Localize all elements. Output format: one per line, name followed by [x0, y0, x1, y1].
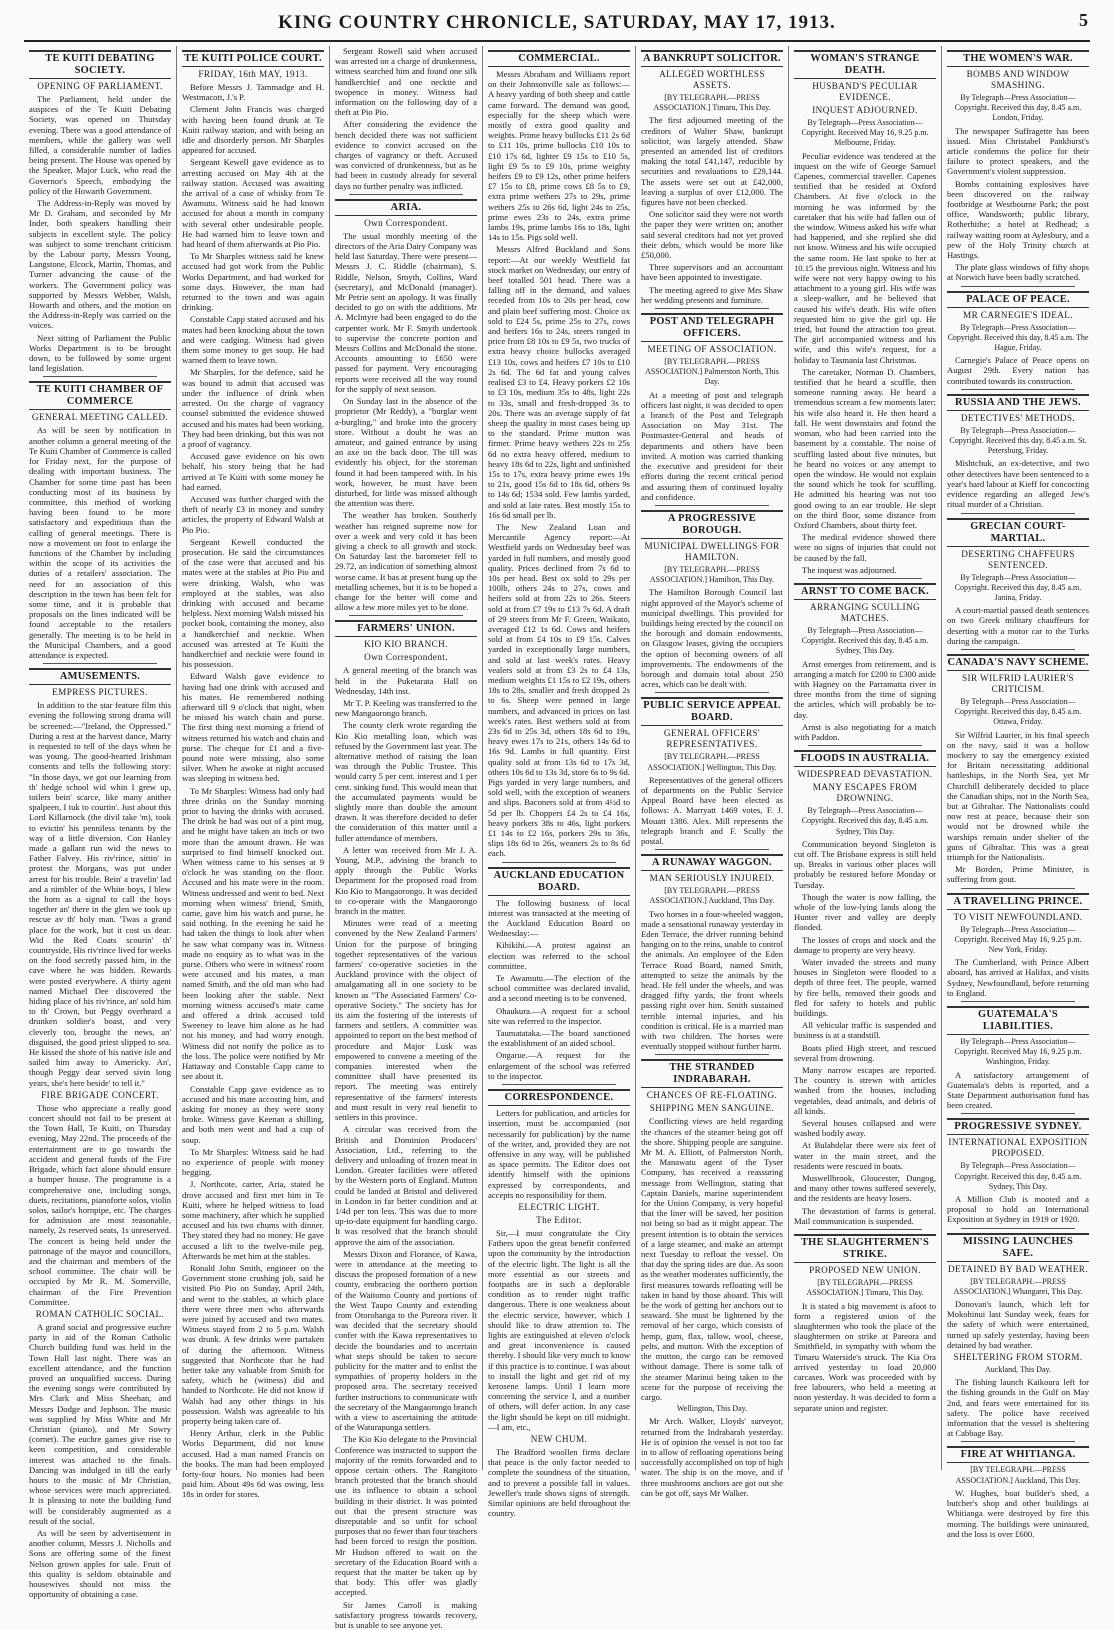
article-paragraph: Two horses in a four-wheeled waggon, made a sensational runaway yesterday in Eden Terrace, the driver running behind hanging on to the reins, unable to control the animals. An employee of the Eden Terrace Road Board, named Smith, attempted to seize the animals by the head. He fell under the wheels, and was dragged fifty yards, the front wheels passing right over him. Smith sustained terrible internal injuries, and his condition is critical. He is a married man with two children. The horses were eventually stopped without further harm.: [641, 908, 783, 1052]
article-paragraph: Accused was further charged with the theft of nearly £3 in money and sundry articles, the property of Edward Walsh at Pio Pio.: [182, 493, 324, 535]
section-divider: [349, 194, 463, 195]
article-paragraph: The Cumberland, with Prince Albert aboard, has arrived at Halifax, and visits Sydney, Newfoundland, before returning to England.: [947, 957, 1089, 998]
section-divider: [655, 849, 769, 850]
article-subheading: ARRANGING SCULLING MATCHES.: [809, 601, 921, 623]
article-heading: MISSING LAUNCHES SAFE.: [947, 1233, 1089, 1262]
article-heading: ARNST TO COME BACK.: [794, 583, 936, 600]
article-dateline: Auckland, This Day.: [985, 1365, 1051, 1375]
column-6: [789, 46, 942, 1470]
article-paragraph: Donovan's launch, which left for Mokohinui last Sunday week, fears for the safety of which were entertained, turned up safely yesterday, having been detained by bad weather.: [947, 1299, 1089, 1350]
article-subheading: TO VISIT NEWFOUNDLAND.: [953, 911, 1083, 922]
section-divider: [655, 505, 769, 506]
article-dateline: By Telegraph—Press Association—Copyright. Received this day, 8.45 a.m. London, Friday.: [954, 93, 1082, 123]
article-heading: CORRESPONDENCE.: [488, 1089, 630, 1106]
article-paragraph: Ronald John Smith, engineer on the Government stone crushing job, said he visited Pio Pio on Sunday, April 24th, and went to the stables, at which place there were three men who afterwards were joined by accused and two mates. Witness stayed from 2 to 5 p.m. Walsh was drunk. A few drinks were partaken of during the afternoon. Witness suggested that Northcote that he had better take any valuable from Smith for safety, which he (witness) did and handed to Northcote. He did not know if Walsh had any other things in his possession. Walsh was agreeable to his property being taken care of.: [182, 1262, 324, 1426]
article-subheading: FIRE BRIGADE CONCERT.: [41, 1089, 159, 1100]
article-heading: TE KUITI CHAMBER OF COMMERCE: [29, 381, 171, 410]
article-dateline: [BY TELEGRAPH.—PRESS ASSOCIATION.] Hamilton, This Day.: [649, 564, 775, 585]
article-subheading: INTERNATIONAL EXPOSITION PROPOSED.: [948, 1137, 1088, 1159]
article-subheading: WIDESPREAD DEVASTATION.: [797, 769, 933, 780]
article-paragraph: The caretaker, Norman D. Chambers, testified that he heard a scuffle, then someone running away. He heard a tremendous scream a few moments later; his wife also heard it. He then heard a fall. He went downstairs and found the woman, who had been carried into the basement by a constable. The noise of scuffling lasted about five minutes, but he heard no voices or any attempt to open the window. He would not explain the sound which he took for scuffling. He admitted his hearing was not too good owing to an ear trouble. He slept on the third floor, some distance from Oxford Chambers, about thirty feet.: [794, 366, 936, 530]
article-dateline: By Telegraph—Press Association—Copyright. Received this day, 8.45 a.m. Janina, Friday.: [954, 572, 1082, 602]
section-divider: [961, 389, 1075, 390]
article-paragraph: The Address-in-Reply was moved by Mr D. Graham, and seconded by Mr Inder, both speakers handling their subjects in excellent style. The policy was subject to some trenchant criticism by the Labour party, Messrs Young, Langstone, Elcock, Martin, Thomas, and Turner advancing the cause of the workers. The Government policy was supported by Messrs Webber, Walsh, Howarth and others, and the motion on the Address-in-Reply was carried on the voices.: [29, 198, 171, 331]
article-subheading: MANY ESCAPES FROM DROWNING.: [812, 782, 918, 804]
article-paragraph: Clement John Francis was charged with having been found drunk at Te Kuiti railway station, and with being an idle and disorderly person. Mr Sharples appeared for accused.: [182, 104, 324, 156]
article-paragraph: The Bradford woollen firms declare that peace is the only factor needed to complete the soundness of the situation, and to prevent a possible fall in values. Jeweller's trade shows signs of strength. Similar opinions are held throughout the country.: [488, 1446, 630, 1519]
masthead: [24, 10, 1090, 42]
article-subheading: SHIPPING MEN SANGUINE.: [649, 1103, 775, 1114]
article-paragraph: Sergeant Kewell conducted the prosecution. He said the circumstances of the case were that accused and his mates were at the stables at Pio Pio and were drinking. Walsh, who was employed at the stables, was also drinking with accused and became helpless. Next morning Walsh missed his pocket book, containing the money, also a handkerchief and necktie. When accused was arrested at Te Kuiti the handkerchief and necktie were found in his possession.: [182, 536, 324, 670]
article-paragraph: Minutes were read of a meeting convened by the New Zealand Farmers' Union for the purpose of bringing together representatives of the various farmers' co-operative societies in the Auckland province with the object of amalgamating all in one society to be known as "The Associated Farmers' Co-operative Society." The society has for its aim the fostering of the interests of farmers and settlers. A committee was appointed to report on the best method of procedure and Major Lusk was empowered to convene a meeting of the companies interested when the committee shall have presented its report. The meeting was entirely representative of the farmers' interests and must result in very real benefit to settlers in this province.: [335, 918, 478, 1123]
section-divider: [961, 1228, 1075, 1229]
article-paragraph: Peculiar evidence was tendered at the inquest on the wife of George Samuel Capenes, commercial traveller. Capenes testified that he resided at Oxford Chambers. At five o'clock in the morning he was informed by the caretaker that his wife had fallen out of the window. Witness asked his wife what had happened, and she replied she did not know. Witness and his wife occupied the same room. He last spoke to her at 10.15 the previous night. Witness and his wife were not very happy owing to his attachment to a young girl. His wife was a sleep-walker, and he believed that caused his wife's death. His wife often requested him to give the girl up. He tried, but found the attraction too great. The girl accompanied witness and his wife, and this wife's request, for a holiday to Tasmania last Christmas.: [794, 150, 936, 365]
article-paragraph: The medical evidence showed there were no signs of injuries that could not be caused by the fall.: [794, 532, 936, 563]
article-paragraph: Mr Borden, Prime Minister, is suffering from gout.: [947, 864, 1089, 885]
article-paragraph: Sir,—I must congratulate the City Fathers upon the great benefit conferred upon the community by the introduction of the electric light. The light is all the more essential as our streets and footpaths are in such a deplorable condition as to render night traffic dangerous. There is one weakness about the electric service, however, which I should like to draw attention to. The lights are extinguished at eleven o'clock and great inconvenience is caused thereby. I should like very much to know if this practice is to continue. I was about to install the light and get rid of my kerosene lamps. Until I learn more concerning the service I, and a number of others, will defer action. In any case the light should be kept on till midnight.—I am, etc.,: [488, 1227, 630, 1432]
article-dateline: By Telegraph—Press Association—Copyright. Received this day, 8.45 a.m. Ottawa, Friday.: [954, 696, 1082, 727]
section-divider: [961, 1113, 1075, 1114]
article-paragraph: Henry Arthur, clerk in the Public Works Department, did not know accused. Had a man named Francis on the books. The man had been employed forty-four hours. No monies had been paid him. About 49s 6d was owing, less 18s in order for stores.: [182, 1428, 324, 1500]
section-divider: [655, 308, 769, 309]
section-divider: [961, 649, 1075, 650]
article-heading: AMUSEMENTS.: [29, 668, 171, 685]
article-heading: TE KUITI DEBATING SOCIETY.: [29, 50, 171, 79]
article-paragraph: The following business of local interest was transacted at the meeting of the Auckland Education Board on Wednesday:—: [488, 897, 630, 939]
section-divider: [349, 615, 463, 616]
article-paragraph: Next sitting of Parliament the Public Works Department is to be brought down, to be followed by some urgent land legislation.: [29, 332, 171, 374]
article-heading: PROGRESSIVE SYDNEY.: [947, 1118, 1089, 1135]
article-subheading: FRIDAY, 16th MAY, 1913.: [198, 69, 308, 79]
article-subheading: INQUEST ADJOURNED.: [812, 105, 918, 115]
article-paragraph: All vehicular traffic is suspended and business is at a standstill.: [794, 1020, 936, 1041]
article-paragraph: To Mr Sharples: Witness had only had three drinks on the Sunday morning prior to having the drinks with accused. The drink he had was out of a pint mug, and he might have taken an inch or two more than the amount drawn. He was surprised to find himself knocked out. When witness came to his senses at 9 o'clock he was standing on the floor. Accused and his mate were in the room. Witness undressed and went to bed. Next morning when witness' friend, Smith, came, gave him his watch and purse, he said nothing. In the evening he said he had taken the things to look after when he saw what company was in. Witness made no enquiry as to what was in the purse. Others who were in witness' room were accused and his mates, a man named Smith, and the old man who had been looking after the stable. Next morning witness accused's mate came and offered a drink accused told Sweeney to leave him alone as he had not his money, and had worry enough. Witness did not notify the police as to the loss. The police were notified by Mr Hattaway and Constable Capp came to see about it.: [182, 785, 324, 1082]
article-paragraph: The Parliament, held under the auspices of the Te Kuiti Debating Society, was opened on Thursday evening. There was a good attendance of members, while the gallery was well filled, a considerable number of ladies being present. The House was opened by the Speaker, Major Luck, who read the Governor's Speech, embodying the policy of the Howarth Government.: [29, 94, 171, 196]
article-subheading: ROMAN CATHOLIC SOCIAL.: [35, 1308, 165, 1319]
article-dateline: Wellington, This Day.: [676, 1404, 748, 1414]
article-dateline: By Telegraph—Press Association—Copyright. Received May 16, 9.25 p.m. Washington, Friday.: [954, 1037, 1082, 1067]
article-paragraph: On Sunday last in the absence of the proprietor (Mr Reddy), a "burglar went a-burgling," and broke into the grocery store. Without a doubt he was an amateur, and gained entrance by using an axe on the back door. The till was evidently his object, for the storeman found it had been tampered with. In his work, however, he must have been disturbed, for little was missed although the attention was there.: [335, 396, 477, 509]
section-divider: [961, 1001, 1075, 1002]
article-subheading: GENERAL MEETING CALLED.: [31, 412, 169, 423]
article-paragraph: The New Zealand Loan and Mercantile Agency report:—At Westfield yards on Wednesday beef was yarded in full numbers, and mostly good quality. Prices declined from 7s 6d to 10s per head. Best ox sold to 29s per 100lb, others 24s to 27s, cows and heifers sold at from 22s to 26s. Steers sold at from £7 19s to £13 7s 6d. A draft of 29 steers from Mr F. Green, Waikato, averaged £12 1s 6d. Cows and heifers sold at from £4 10s to £9 15s. Calves yarded in exceptionally large numbers, and sold at last week's rates. Heavy vealers sold at from £3 2s to £4 13s, medium weights £1 15s to £2 19s, others 18s to 28s, smaller and fresh dropped 2s to 6s. Sheep were penned in large numbers, and advanced in prices on last week's rates. Best wethers sold at from 23s 6d to 25s 3d, others 18s 6d to 19s, heavy ewes 17s to 21s, others 14s 6d to 16s 9d. Lambs in full quantity. First quality sold at from 13s 6d to 17s 3d, others 10s 6d to 13s 3d, store 6s to 9s 6d. Pigs yarded in very large numbers, and sold well, with the exception of weaners and slips. Baconers sold at from 4½d to 5d per lb. Choppers £4 2s to £4 16s, heavy porkers 38s to 46s, light porkers £1 14s to £2 16s, porkers 29s to 36s, slips 18s 6d to 26s, weaners 2s to 8s 6d each.: [488, 521, 630, 859]
article-subheading: OPENING OF PARLIAMENT.: [37, 81, 163, 91]
article-subheading: MR CARNEGIE'S IDEAL.: [963, 309, 1073, 320]
article-subheading: The Editor.: [536, 1214, 582, 1225]
article-heading: FIRE AT WHITIANGA.: [947, 1446, 1089, 1463]
article-paragraph: As will be seen by notification in another column a general meeting of the Te Kuiti Chamber of Commerce is called for Friday next, for the purpose of dealing with important business. The Chamber for some time past has been conducting most of its business by committee, this method of working having been found to be more satisfactory and expeditious than the calling of general meetings. There is now a movement on foot to enlarge the functions of the Chamber by including within the scope of its activities the duties of a retailers' association. The need for an association of this description in the town has been felt for some time, and it is probable that proposals on the lines indicated will be found acceptable to the retailers generally. The meeting is to be held in the Municipal Chambers, and a good attendance is expected.: [29, 425, 171, 660]
article-paragraph: Messrs Dixon and Florance, of Kawa, were in attendance at the meeting to discuss the proposed formation of a new county, embracing the northern portion of the Waitomo County and portions of the West Taupo County and extending from Otorohanga to the Pureora river. It was decided that the secretary should confer with the Kawa representatives to decide the boundaries and to ascertain what steps should be taken to secure publicity for the matter and to enlist the sympathies of property holders in the proposed area. The secretary received further instructions to communicate with the secretary of the Mangaorongo branch with a view to ascertaining the attitude of the Waturapunga settlers.: [335, 1248, 477, 1433]
article-paragraph: Representatives of the general officers of departments on the Public Service Appeal Board have been elected as follows: A. Marryatt 1469 votes, F. J. Mouatt 1386. Alex. Mill represents the telegraph branch and F. Scully the postal.: [641, 774, 783, 846]
article-paragraph: W. Hughes, boat builder's shed, a butcher's shop and other buildings at Whitianga were destroyed by fire this morning. The buildings were uninsured, and the loss is over £600.: [947, 1487, 1089, 1539]
article-paragraph: Though the water is now falling, the whole of the low-lying lands along the Hunter river and valley are deeply flooded.: [794, 891, 936, 933]
article-paragraph: The plate glass windows of fifty shops at Norwich have been badly scratched.: [947, 262, 1089, 283]
column-5: [636, 46, 789, 1498]
article-dateline: By Telegraph—Press Association—Copyright. Received this day, 8.45 a.m. Sydney, This Day.: [954, 1161, 1082, 1191]
article-dateline: By Telegraph—Press Association—Copyright. Received May 16, 9.25 p.m. New York, Friday.: [954, 924, 1082, 954]
article-paragraph: Sergeant Rowell said when accused was arrested on a charge of drunkenness, witness searched him and found one silk handkerchief and one necktie and twopence in money. Witness had information on the following day of a theft at Pio Pio.: [335, 46, 477, 118]
article-dateline: By Telegraph—Press Association—Copyright. Received this day, 8.45 a.m. The Hague, Friday.: [947, 322, 1089, 353]
article-paragraph: It is stated a big movement is afoot to form a registered union of the slaughtermen who took the place of the slaughtermen on strike at Pareora and Smithfield, in sympathy with whom the Timaru Waterside's struck. The Kia Ora arrived yesterday to load 20,000 carcases. Work was proceeded with by free labourers, who held a meeting at noon yesterday. It was decided to form a separate union and register.: [794, 1300, 936, 1413]
article-paragraph: Communication beyond Singleton is cut off. The Brisbane express is still held up. Breaks in various other places will probably be restored before Monday or Tuesday.: [794, 838, 936, 890]
article-dateline: [BY TELEGRAPH.—PRESS ASSOCIATION.] Palmerston North, This Day.: [645, 357, 779, 387]
article-paragraph: The inquest was adjourned.: [802, 564, 897, 575]
article-heading: FLOODS IN AUSTRALIA.: [794, 750, 936, 767]
section-divider: [808, 745, 922, 746]
article-paragraph: The first adjourned meeting of the creditors of Walter Shaw, bankrupt solicitor, was largely attended. Shaw presented an amended list of creditors making the total £41,147, reducible by securities and revaluations to £29,144. The assets were set out at £42,000, leaving a surplus of over £12,000. The figures have not been checked.: [641, 115, 783, 208]
newspaper-title: KING COUNTRY CHRONICLE, SATURDAY, MAY 17, 1913.: [278, 12, 836, 33]
article-heading: AUCKLAND EDUCATION BOARD.: [488, 867, 630, 896]
article-paragraph: Many narrow escapes are reported. The country is strewn with articles washed from the houses, including vegetables, dead animals, and debris of all kinds.: [794, 1065, 936, 1116]
article-paragraph: In addition to the star feature film this evening the following strong drama will be screened:—"Ireland, the Oppressed." During a rest at the harvest dance, Marty is requested to tell of the days when he was young. The good-hearted Irishman consents and tells the following story: "In those days, we got our learning from th' hedge school wid whin I grew up, toilers bein' scarce, like many anither spalpeen, I tuk to courtin'. Just about this Lord Killarnock (the divil take 'm), took to evictin' his penniless tenants by the way of a little diversion. Con Hanley made a gallant run wid the news to Father Falvey. His riv'rince, sittin' in protest the Morgans, was put under arrest for his trouble. Bein' a travelin' lad and a nimbler of the White boys, I blew the horn as a signal to call the boys together an' there in the glen we took up rescue av th' holy man. 'Twas a grand place for the work, but it cost us dear. Wid the Red Coats scourin' th' countryside, His riv'rince lived for weeks on the food secretly passed him, in the cave where he was hidden. Rewards were posted everywhere. A thirty agent named Michael Dee discovered the hiding place of his riv'rince, an' sold him to th' Crown, but Peggy overheard a drunken soldier's boast, and very cleverly too, brought the news, an' disguised, the good priest slipped to sea. He kissed the shore of his native isle and sailed him away to Americky. An', though Peggy dear served sivin long years, she's here beside' to tell it.": [29, 700, 171, 1088]
article-paragraph: A letter was received from Mr J. A. Young, M.P., advising the branch to apply through the Public Works Department for the proposed road from Kio Kio to Mangaorongo. It was decided to co-operate with the Mangaorongo branch in the matter.: [335, 844, 477, 917]
article-heading: CANADA'S NAVY SCHEME.: [947, 654, 1089, 671]
column-7: [942, 46, 1094, 1539]
article-paragraph: Mr T. P. Keeling was transferred to the new Mangaorongo branch.: [335, 697, 477, 719]
article-heading: TE KUITI POLICE COURT.: [182, 50, 324, 67]
page-number: 5: [1079, 10, 1088, 30]
article-paragraph: The newspaper Suffragette has been issued. Miss Christabel Pankhurst's article condemns the police for their failure to protect speakers, and the Government's violent suppression.: [947, 125, 1089, 177]
article-dateline: [BY TELEGRAPH.—PRESS ASSOCIATION.] Timaru, This Day.: [653, 93, 771, 113]
article-paragraph: Te Awamutu.—The election of the school committee was declared invalid, and a second meeting is to be convened.: [488, 973, 630, 1004]
article-paragraph: A circular was received from the British and Dominion Producers' Association, Ltd., referring to the delivery and unloading of frozen meat in London. Greater facilities were offered by the Western ports of England. Mutton could be landed at Bristol and delivered in London in far better condition and at 1/4d per ton less. This was due to more up-to-date equipment for handling cargo. It was resolved that the branch should approve the aim of the association.: [335, 1124, 477, 1247]
article-paragraph: Those who appreciate a really good concert should not fail to be present at the Town Hall, Te Kuiti, on Thursday evening, May 22nd. The proceeds of the entertainment are to go towards the accident and general funds of the Fire Brigade, which fact alone should ensure a bumper house. The programme is a comprehensive one, including songs, duets, recitations, pianoforte solos, violin solos, sailor's hornpipe, etc. The charges for admission are most reasonable, namely, 2s reserved seats, 1s unreserved. The concert is being held under the patronage of the mayor and councillors, and the chairman and members of the school committee. The chair will be occupied by Mr R. M. Somerville, chairman of the Fire Prevention Committee.: [29, 1102, 172, 1307]
article-dateline: By Telegraph—Press Association—Copyright. Received May 16, 9.25 p.m. Melbourne, Friday.: [801, 118, 929, 148]
article-paragraph: Taumatataka.—The board sanctioned the establishment of an aided school.: [488, 1028, 630, 1049]
article-subheading: SIR WILFRID LAURIER'S CRITICISM.: [962, 672, 1074, 694]
article-heading: A RUNAWAY WAGGON.: [641, 854, 783, 871]
article-paragraph: Water invaded the streets and many houses in Singleton were flooded to a depth of three feet. The people, warned by fire bells, removed their goods and fled for safety to hotels and public buildings.: [794, 957, 936, 1019]
article-heading: RUSSIA AND THE JEWS.: [947, 394, 1089, 411]
article-paragraph: Three supervisors and an accountant have been appointed to investigate.: [641, 262, 783, 283]
article-paragraph: Before Messrs J. Tammadge and H. Westmacott, J.'s P.: [182, 82, 324, 103]
article-subheading: ALLEGED WORTHLESS ASSETS.: [659, 69, 765, 90]
article-paragraph: Carnegie's Palace of Peace opens on August 29th. Every nation has contributed towards its construction.: [947, 355, 1089, 386]
article-paragraph: Messrs Abraham and Williams report on their Johnsonville sale as follows:—A heavy yarding of both sheep and cattle came forward. The demand was good, especially for the sheep which were mostly of extra good quality and weights. Prime heavy bullocks £11 2s 6d to £11 10s, prime bullocks £10 10s to £10 17s 6d, lighter £9 15s to £10 5s, light £9 5s to £9 10s, prime weighty heifers £9 to £9 12s, other prime heifers £7 15s to £8, prime cows £8 5s to £9, extra prime wethers 27s to 29s, prime wethers 25s to 26s 6d, light 24s to 25s, prime ewes 23s to 24s, extra prime lambs 19s, prime lambs 16s to 18s, light 14s to 15s. Pigs sold well.: [488, 69, 630, 243]
article-subheading: HUSBAND'S PECULIAR EVIDENCE.: [812, 81, 918, 102]
article-dateline: [BY TELEGRAPH.—PRESS ASSOCIATION.] Timaru, This Day.: [806, 1278, 924, 1298]
article-subheading: Own Correspondent.: [364, 217, 448, 228]
article-paragraph: Sir Wilfrid Laurier, in his final speech on the navy, said it was a hollow mockery to say the emergency existed for Britain necessitating additional battleships, in the North Sea, yet Mr Churchill deliberately decided to place the Canadian ships, not in the North Sea, but at Gibraltar. The Nationalists could now rest at peace, because their son would not be drowned while the warships remain under shelter of the guns of Gibraltar. This was a great triumph for the Nationalists.: [947, 729, 1089, 862]
article-heading: POST AND TELEGRAPH OFFICERS.: [641, 313, 783, 342]
article-paragraph: Several houses collapsed and were washed bodily away.: [794, 1118, 936, 1139]
article-paragraph: A satisfactory arrangement of Guatemala's debts is reported, and a State Department authorisation fund has been created.: [947, 1069, 1089, 1111]
article-dateline: [BY TELEGRAPH.—PRESS ASSOCIATION.] Auckland, This Day.: [955, 1465, 1081, 1485]
column-4: [483, 46, 636, 1519]
article-dateline: By Telegraph—Press Association—Copyright. Received this day, 8.45 a.m. Sydney, This Day.: [801, 625, 929, 656]
article-paragraph: The Kio Kio delegate to the Provincial Conference was instructed to support the majority of the remits forwarded and to oppose certain others. The Rangitoto branch protested that the branch should use its influence to obtain a school building in their district. It was pointed out that the present structure was disreputable and so unfit for school purposes that no fewer than four teachers had been forced to resign the position. Mr Hudson offered to wait on the secretary of the Education Board with a request that the matter be taken up by that body. This offer was gladly accepted.: [335, 1434, 477, 1598]
article-subheading: DESERTING CHAFFEURS SENTENCED.: [961, 548, 1075, 570]
section-divider: [43, 663, 157, 664]
article-paragraph: Arnst is also negotiating for a match with Paddon.: [794, 721, 936, 742]
article-paragraph: Mr Arch. Walker, Lloyds' surveyor, returned from the Indrabarah yesterday. He is of opinion the vessel is not too far in to allow of refloating operations being successfully accomplished on top of high water. The ship is on the move, and if three mushrooms anchors are got out she can be got off, says Mr Walker.: [641, 1416, 784, 1498]
article-subheading: SHELTERING FROM STORM.: [953, 1352, 1083, 1363]
article-paragraph: Boats plied High street, and rescued several from drowning.: [794, 1042, 936, 1063]
article-paragraph: As will be seen by advertisement in another column, Messrs J. Nicholls and Sons are offering some of the finest Nelson grown apples for sale. Fruit of this quality is seldom obtainable and housewives should not miss the opportunity of obtaining a case.: [29, 1528, 171, 1600]
article-paragraph: The county clerk wrote regarding the Kio Kio metalling loan, which was refused by the Government last year. The alternative method of raising the loan was through the Public Trustee. This would carry 5 per cent. interest and 1 per cent. sinking fund. This would mean that the accumulated payments would be slightly more than double the amount drawn. It was therefore decided to defer the consideration of this matter until a fuller attendance of members.: [335, 720, 477, 843]
article-paragraph: Sergeant Kewell gave evidence as to arresting accused on May 4th at the railway station. Accused was awaiting the arrival of a case of whisky from Te Awamutu. Witness said he had known accused for about a month in company with several other undesirable people. He had warned him to leave town and had heard of them afterwards at Pio Pio.: [182, 157, 324, 250]
article-paragraph: At a meeting of post and telegraph officers last night, it was decided to open a branch of the Post and Telegraph Association on May 31st. The Postmaster-General and heads of departments and others have been invited. A motion was carried thanking the executive and president for their efforts during the recent critical period and assuring them of continued loyalty and confidence.: [641, 389, 783, 502]
article-paragraph: One solicitor said they were not worth the paper they were written on; another said several creditors had not yet proved their debts, which would be more like £50,000.: [641, 209, 783, 261]
article-heading: PUBLIC SERVICE APPEAL BOARD.: [641, 697, 783, 726]
article-subheading: GENERAL OFFICERS' REPRESENTATIVES.: [663, 728, 761, 750]
article-paragraph: Messrs Alfred Buckland and Sons report:—At our weekly Westfield fat stock market on Wednesday, our entry of beef totalled 501 head. There was a falling off in the demand, and values receded from 10s to 20s per head, cow and plain beef suffering most. Choice ox sold to £24 5s, prime 25s to 27s, cows and heifers 16s to 24s, steers ranged in price from £8 10s to £9 5s, two trucks of extra heavy choice bullocks averaged £13 10s, cows and heifers £7 10s to £10 2s 6d. The 6d fat and young calves realised £3 to £4. Heavy porkers £2 10s to £3 10s, medium 35s to 48s, light 22s to 33s, small and fresh-dropped 3s to 20s. There was an average supply of fat sheep the quality in most cases being up to the standard. Prime mutton was firmer. Prime heavy wethers 22s to 25s 6d no extra heavy offered, medium to heavy 18s 6d to 22s, light and unfinished 15s to 17s, extra heavy prime ewes 19s to 21s, good 15s 6d to 18s 6d, others 9s to 14s 6d; 1534 sold. Few lambs yarded, and sold at late rates. Best mostly 15s to 16s 6d small per lb.: [488, 244, 630, 520]
article-subheading: MUNICIPAL DWELLINGS FOR HAMILTON.: [644, 540, 780, 562]
article-heading: FARMERS' UNION.: [335, 620, 477, 637]
article-paragraph: A general meeting of the branch was held in the Puketarata Hall on Wednesday, 14th inst.: [335, 665, 477, 696]
article-paragraph: The weather has broken. Southerly weather has reigned supreme now for over a week and very cold it has been giving a check to all growth and stock. On Saturday last the barometer fell to 29.72, an indication of something almost worse came. It has at present hung up the metalling schemes, but it is to be hoped a change for the better will come and allow a few more miles yet to be done.: [335, 510, 478, 613]
article-subheading: EMPRESS PICTURES.: [52, 687, 148, 698]
article-dateline: [BY TELEGRAPH.—PRESS ASSOCIATION.] Auckland, This Day.: [649, 886, 775, 906]
article-paragraph: A Million Club is mooted and a proposal to hold an International Exposition at Sydney in 1919 or 1920.: [947, 1194, 1089, 1225]
article-subheading: Own Correspondent.: [364, 652, 448, 663]
article-paragraph: Ohaukura.—A request for a school site was referred to the inspector.: [488, 1005, 630, 1026]
article-paragraph: Edward Walsh gave evidence to having had one drink with accused and his mates. He remembered nothing afterward till 9 o'clock that night, when he missed his watch chain and purse. The first thing next morning a friend of witness returned his watch and chain and purse. The cheque for £1 and a five-pound note were missing, also some silver. When he awoke at night accused was sleeping in witness bed.: [182, 671, 324, 784]
article-paragraph: Kihikihi.—A protest against an election was referred to the school committee.: [488, 940, 630, 971]
article-heading: WOMAN'S STRANGE DEATH.: [794, 50, 936, 79]
article-heading: PALACE OF PEACE.: [947, 291, 1089, 308]
article-paragraph: After considering the evidence the bench decided there was not sufficient evidence to convict accused on the charges of vagrancy or theft. Accused was convicted of drunkenness, but as he had been in custody already for several days no further penalty was inflicted.: [335, 119, 477, 191]
article-columns: [24, 46, 1094, 1630]
article-paragraph: To Mr Sharples: Witness said he had no experience of people with money begging.: [182, 1146, 324, 1178]
section-divider: [961, 286, 1075, 287]
article-heading: ARIA.: [335, 199, 477, 216]
article-paragraph: Bombs containing explosives have been discovered on the railway footbridge at Westbourne Park; the post office, Wandsworth; public library, Rotherhithe; a hotel at Redhead; a railway waiting room at Aylesbury, and a pew of the Holy Trinity church at Hastings.: [947, 178, 1089, 261]
section-divider: [502, 1084, 616, 1085]
column-1: [24, 46, 177, 1600]
article-dateline: [BY TELEGRAPH.—PRESS ASSOCIATION.] Whangarei, This Day.: [953, 1276, 1083, 1296]
article-subheading: MAN SERIOUSLY INJURED.: [649, 873, 775, 884]
section-divider: [502, 862, 616, 863]
article-subheading: CHANCES OF RE-FLOATING.: [646, 1090, 778, 1101]
column-3: [330, 46, 483, 1630]
article-heading: A BANKRUPT SOLICITOR.: [641, 50, 783, 67]
article-paragraph: Constable Capp stated accused and his mates had been knocking about the town and were cadging. Witness had given them some money to get soup. He had warned them to leave town.: [182, 314, 324, 366]
article-paragraph: At Bulahdelar there were six feet of water in the main street, and the residents were rescued in boats.: [794, 1140, 936, 1171]
article-paragraph: The fishing launch Kaikoura left for the fishing grounds in the Gulf on May 2nd, and fears were entertained for its safety. The police have received information that the vessel is sheltering at Cabbage Bay.: [947, 1377, 1089, 1439]
article-paragraph: The meeting agreed to give Mrs Shaw her wedding presents and furniture.: [641, 284, 783, 305]
column-2: [177, 46, 330, 1500]
section-divider: [808, 578, 922, 579]
article-heading: GRECIAN COURT-MARTIAL.: [947, 518, 1089, 547]
article-paragraph: Constable Capp gave evidence as to accused and his mate accosting him, and asking for money as they were stony broke. Witness gave Keenan a shilling, and both men went and had a cup of soup.: [182, 1083, 324, 1145]
article-heading: THE WOMEN'S WAR.: [947, 50, 1089, 67]
article-dateline: By Telegraph—Press Association—Copyright. Received this day, 8.45 a.m. St. Petersburg, Friday.: [949, 425, 1087, 456]
article-subheading: KIO KIO BRANCH.: [364, 639, 448, 650]
article-heading: A PROGRESSIVE BOROUGH.: [641, 510, 783, 539]
section-divider: [43, 376, 157, 377]
article-paragraph: Letters for publication, and articles for insertion, must be accompanied (not necessarily for publication) by the name of the writer, and, provided they are not offensive in any way, will be published as space permits. The Editor does not identify himself with the opinions expressed by correspondents, and accepts no responsibility for them.: [488, 1108, 630, 1200]
section-divider: [655, 692, 769, 693]
article-heading: GUATEMALA'S LIABILITIES.: [947, 1006, 1089, 1035]
article-paragraph: J. Northcote, carter, Aria, stated he drove accused and first met him in Te Kuiti, where he helped witness to load some machinery, after which he supplied accused and his two chums with dinner. They stated they had no money. He gave accused a lift to the twelve-mile peg. Afterwards he met him at the stables.: [182, 1179, 324, 1261]
article-paragraph: Ongarue.—A request for the enlargement of the school was referred to the inspector.: [488, 1050, 630, 1081]
article-paragraph: The devastation of farms is general. Mail communication is suspended.: [794, 1205, 936, 1226]
section-divider: [961, 888, 1075, 889]
article-subheading: BOMBS AND WINDOW SMASHING.: [966, 69, 1070, 90]
article-paragraph: The Hamilton Borough Council last night approved of the Mayor's scheme of municipal dwellings. This provided for buildings being erected by the council on the borough and domain endowments, on Glasgow leases, giving the occupiers the option of becoming owners of all improvements. The endowments of the borough and domain total about 250 acres, which can be dealt with.: [641, 587, 783, 690]
article-paragraph: A court-martial passed death sentences on two Greek military chauffeurs for deserting with a motor car to the Turks during the campaign.: [947, 605, 1089, 646]
section-divider: [961, 513, 1075, 514]
article-subheading: NEW CHUM.: [530, 1433, 588, 1444]
article-heading: THE SLAUGHTERMEN'S STRIKE.: [794, 1234, 936, 1263]
article-dateline: [BY TELEGRAPH.—PRESS ASSOCIATION.] Wellington, This Day.: [647, 752, 777, 772]
article-paragraph: Accused gave evidence on his own behalf, his story being that he had arrived at Te Kuiti with some money he had earned.: [182, 451, 324, 492]
article-subheading: DETECTIVES' METHODS.: [960, 412, 1076, 423]
article-paragraph: The usual monthly meeting of the directors of the Aria Dairy Company was held last Saturday. There were present—Messrs J. C. Riddle (chairman), S. Riddle, Nelson, Smyth, Collins, Ward (secretary), and McDonald (manager). Mr Petrie sent an apology. It was finally decided to go on with the additions. Mr A. McIntyre had been engaged to do the carpenter work. Mr F. Smyth undertook to supervise the concrete portion and Messrs Collins and McDonald the stone. Accounts amounting to £650 were passed for payment. Very encouraging reports were received all the way round for the supply of next season.: [335, 230, 477, 394]
article-paragraph: Mishtchuk, an ex-detective, and two other detectives have been sentenced to a year's hard labour at Kieff for concocting evidence regarding an alleged Jew's ritual murder of a Christian.: [947, 458, 1089, 510]
article-subheading: ELECTRIC LIGHT.: [518, 1201, 600, 1212]
article-subheading: MEETING OF ASSOCIATION.: [647, 344, 777, 355]
section-divider: [808, 1229, 922, 1230]
article-dateline: By Telegraph—Press Association—Copyright. Received this day, 8.45 a.m. Sydney, This Day.: [801, 806, 929, 836]
article-paragraph: A grand social and progressive euchre party in aid of the Roman Catholic Church building fund was held in the Town Hall last night. There was an excellent attendance, and the function proved an unqualified success. During the evening songs were contributed by Mrs Clark and Miss Sheehan, and Messrs Dodge and Jephson. The music was supplied by Miss White and Mr Christian (piano), and Mr Sowry (cornet). The euchre games give rise to keen competition, and considerable interest was attached to the finals. Dancing was indulged in till the early hours to the music of Mr Christian, whose services were much appreciated. It is pleasing to note the building fund will be considerably augmented as a result of the social.: [29, 1321, 171, 1526]
article-paragraph: To Mr Sharples witness said he knew accused had got work from the Public Works Department, and had worked for some days. However, the man had returned to the town and was again drinking.: [182, 251, 324, 313]
article-paragraph: Sir James Carroll is making satisfactory progress towards recovery, but is unable to see anyone yet.: [335, 1599, 477, 1630]
article-subheading: PROPOSED NEW UNION.: [809, 1265, 921, 1276]
article-paragraph: Muswellbrook, Gloucester, Dungog, and many other towns suffered severely, and the residents are heavy losers.: [794, 1173, 936, 1204]
section-divider: [961, 1441, 1075, 1442]
article-paragraph: The losses of crops and stock and the damage to property are very heavy.: [794, 934, 936, 955]
article-subheading: DETAINED BY BAD WEATHER.: [947, 1263, 1089, 1274]
article-heading: THE STRANDED INDRABARAH.: [641, 1059, 783, 1088]
article-heading: COMMERCIAL.: [488, 50, 630, 67]
article-heading: A TRAVELLING PRINCE.: [947, 893, 1089, 910]
section-divider: [655, 1054, 769, 1055]
article-paragraph: Mr Sharples, for the defence, said he was bound to admit that accused was under the influence of drink when arrested. On the charge of vagrancy counsel submitted the evidence showed accused and his mates had been working. They had been drinking, but this was not a proof of vagrancy.: [182, 367, 324, 449]
article-paragraph: Arnst emerges from retirement, and is arranging a match for £200 to £300 aside with Hagney on the Parramatta river in three months from the time of signing the articles, which will probably be to-day.: [794, 658, 936, 720]
article-paragraph: Conflicting views are held regarding the chances of the steamer being got off the shore. Shipping people are sanguine. Mr M. A. Elliott, of Palmerston North, the Manawatu agent of the Tyser Company, has received a reassuring message from Wellington, stating that Captain Daniels, marine superintendent for the Union Company, is very hopeful that the liner will be saved, her position not being so bad as it might appear. The present intention is to obtain the services of a large steamer, and make an attempt next Tuesday to refloat the vessel. On that day the spring tides are due. As soon as the weather moderates sufficiently, the first measures towards refloating will be taken in hand by those aboard. This will be the work of getting her anchors out to seaward. She must be lightened by the removal of her cargo, which consists of hemp, gum, flax, tallow, wool, cheese, pelts, and mutton. With the exception of the mutton, the cargo can be removed without damage. There is some talk of the steamer Marinui being taken to the scene for the purpose of receiving the cargo.: [641, 1116, 783, 1402]
